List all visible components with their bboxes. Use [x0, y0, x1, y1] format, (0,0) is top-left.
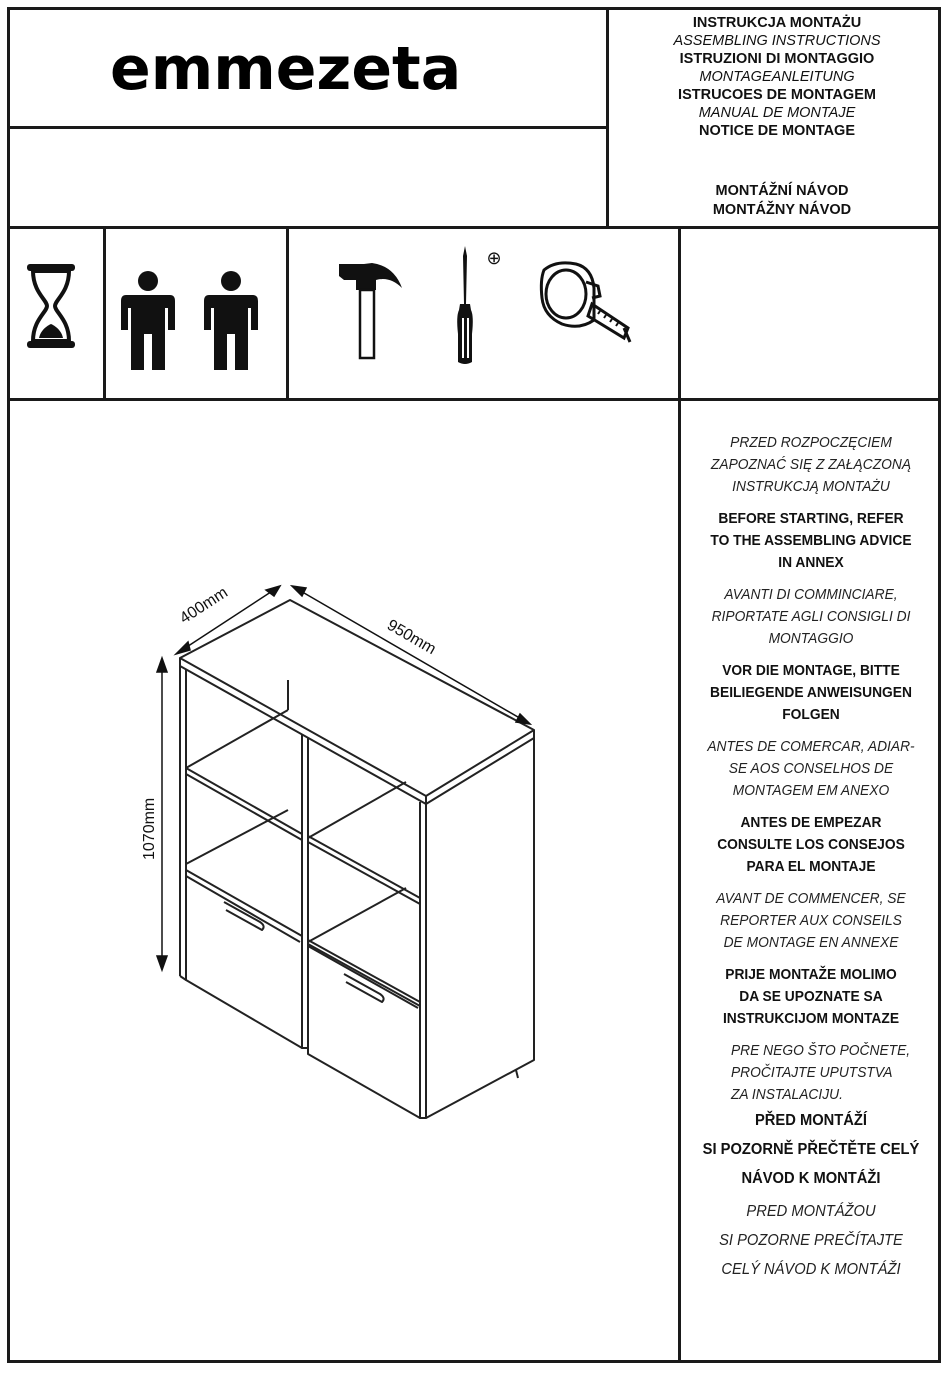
phillips-symbol: ⊕	[486, 248, 502, 269]
note-pt: ANTES DE COMERCAR, ADIAR- SE AOS CONSELHOS DE MONTAGEM EM ANEXO	[707, 738, 915, 799]
title-line: MONTÁŽNÍ NÁVOD	[715, 183, 849, 199]
depth-dimension: 400mm	[176, 584, 231, 628]
title-line: MONTÁŽNY NÁVOD	[712, 202, 852, 218]
divider	[7, 398, 941, 401]
person-icon	[201, 270, 261, 372]
note-sr: PRE NEGO ŠTO POČNETE, PROČITAJTE UPUTSTVA ZA INSTALACIJU.	[730, 1042, 911, 1103]
tape-measure-icon	[536, 258, 636, 348]
title-line: ISTRUCOES DE MONTAGEM	[678, 87, 876, 103]
note-sk: PRED MONTÁŽOU SI POZORNE PREČÍTAJTE CELÝ NÁVOD K MONTÁŽI	[719, 1203, 903, 1278]
note-pl: PRZED ROZPOCZĘCIEM ZAPOZNAĆ SIĘ Z ZAŁĄCZONĄ INSTRUKCJĄ MONTAŻU	[710, 434, 912, 495]
cabinet-drawing	[120, 570, 550, 1130]
title-line: NOTICE DE MONTAGE	[698, 123, 855, 139]
title-line: INSTRUKCJA MONTAŻU	[692, 15, 862, 31]
hourglass-icon	[25, 262, 77, 350]
divider	[7, 226, 941, 229]
instructions-column	[684, 432, 938, 1284]
note-es: ANTES DE EMPEZAR CONSULTE LOS CONSEJOS PARA EL MONTAJE	[717, 814, 905, 875]
divider	[286, 226, 289, 400]
note-hr: PRIJE MONTAŽE MOLIMO DA SE UPOZNATE SA INSTRUKCIJOM MONTAZE	[722, 966, 900, 1027]
brand-logo: emmezeta	[110, 34, 462, 104]
person-icon	[118, 270, 178, 372]
note-fr: AVANT DE COMMENCER, SE REPORTER AUX CONSEILS DE MONTAGE EN ANNEXE	[716, 890, 906, 951]
height-dimension: 1070mm	[141, 797, 158, 860]
note-de: VOR DIE MONTAGE, BITTE BEILIEGENDE ANWEISUNGEN FOLGEN	[710, 662, 912, 723]
phillips-screwdriver-icon	[452, 244, 508, 368]
hammer-icon	[336, 260, 406, 360]
divider	[606, 7, 609, 228]
divider	[103, 226, 106, 400]
note-en: BEFORE STARTING, REFER TO THE ASSEMBLING ADVICE IN ANNEX	[710, 510, 912, 571]
divider	[7, 126, 607, 129]
title-line: ASSEMBLING INSTRUCTIONS	[673, 33, 881, 49]
header-titles-secondary	[612, 182, 950, 220]
header-titles	[612, 14, 942, 140]
title-line: ISTRUZIONI DI MONTAGGIO	[679, 51, 875, 67]
note-cs: PŘED MONTÁŽÍ SI POZORNĚ PŘEČTĚTE CELÝ NÁVOD K MONTÁŽI	[702, 1112, 920, 1187]
width-dimension: 950mm	[384, 616, 439, 659]
divider	[678, 226, 681, 1363]
note-it: AVANTI DI COMMINCIARE, RIPORTATE AGLI CONSIGLI DI MONTAGGIO	[711, 586, 911, 647]
title-line: MONTAGEANLEITUNG	[699, 69, 855, 85]
title-line: MANUAL DE MONTAJE	[698, 105, 856, 121]
